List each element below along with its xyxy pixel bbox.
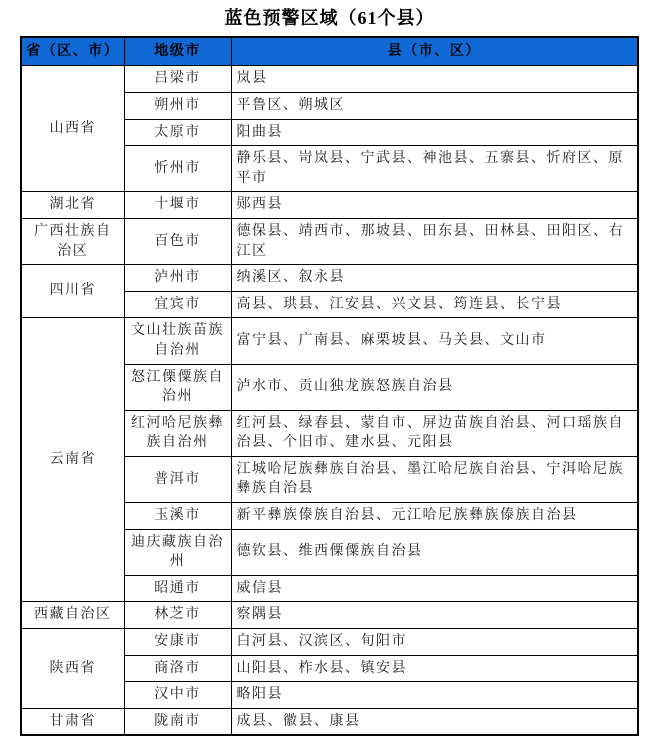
city-cell: 普洱市 xyxy=(124,456,231,502)
city-cell: 忻州市 xyxy=(124,146,231,192)
table-row xyxy=(21,318,638,364)
province-cell: 山西省 xyxy=(21,66,124,192)
header-province: 省（区、市） xyxy=(21,37,124,66)
province-cell: 云南省 xyxy=(21,318,124,602)
counties-cell: 高县、珙县、江安县、兴文县、筠连县、长宁县 xyxy=(231,291,638,318)
counties-cell: 红河县、绿春县、蒙自市、屏边苗族自治县、河口瑶族自治县、个旧市、建水县、元阳县 xyxy=(231,410,638,456)
counties-cell: 德保县、靖西市、那坡县、田东县、田林县、田阳区、右江区 xyxy=(231,218,638,264)
counties-cell: 静乐县、岢岚县、宁武县、神池县、五寨县、忻府区、原平市 xyxy=(231,146,638,192)
city-cell: 林芝市 xyxy=(124,602,231,629)
counties-cell: 江城哈尼族彝族自治县、墨江哈尼族自治县、宁洱哈尼族彝族自治县 xyxy=(231,456,638,502)
page-title: 蓝色预警区域（61个县） xyxy=(224,8,435,28)
city-cell: 陇南市 xyxy=(124,708,231,735)
city-cell: 泸州市 xyxy=(124,265,231,292)
province-cell: 广西壮族自治区 xyxy=(21,218,124,264)
city-cell: 红河哈尼族彝族自治州 xyxy=(124,410,231,456)
counties-cell: 纳溪区、叙永县 xyxy=(231,265,638,292)
city-cell: 商洛市 xyxy=(124,655,231,682)
table-row xyxy=(21,629,638,656)
counties-cell: 察隅县 xyxy=(231,602,638,629)
header-row xyxy=(21,37,638,66)
table-row xyxy=(21,602,638,629)
counties-cell: 白河县、汉滨区、旬阳市 xyxy=(231,629,638,656)
city-cell: 百色市 xyxy=(124,218,231,264)
city-cell: 怒江傈僳族自治州 xyxy=(124,364,231,410)
table-row xyxy=(21,708,638,735)
counties-cell: 威信县 xyxy=(231,575,638,602)
city-cell: 宜宾市 xyxy=(124,291,231,318)
counties-cell: 郧西县 xyxy=(231,192,638,219)
province-cell: 四川省 xyxy=(21,265,124,318)
counties-cell: 泸水市、贡山独龙族怒族自治县 xyxy=(231,364,638,410)
province-cell: 湖北省 xyxy=(21,192,124,219)
counties-cell: 新平彝族傣族自治县、元江哈尼族彝族傣族自治县 xyxy=(231,503,638,530)
province-cell: 陕西省 xyxy=(21,629,124,709)
header-city: 地级市 xyxy=(124,37,231,66)
table-row xyxy=(21,265,638,292)
counties-cell: 岚县 xyxy=(231,66,638,93)
table-body xyxy=(21,66,638,736)
counties-cell: 德钦县、维西傈僳族自治县 xyxy=(231,529,638,575)
counties-cell: 略阳县 xyxy=(231,682,638,709)
header-counties: 县（市、区） xyxy=(231,37,638,66)
table-row xyxy=(21,192,638,219)
blue-warning-table xyxy=(20,36,639,736)
city-cell: 安康市 xyxy=(124,629,231,656)
province-cell: 西藏自治区 xyxy=(21,602,124,629)
table-row xyxy=(21,66,638,93)
counties-cell: 富宁县、广南县、麻栗坡县、马关县、文山市 xyxy=(231,318,638,364)
counties-cell: 平鲁区、朔城区 xyxy=(231,92,638,119)
province-cell: 甘肃省 xyxy=(21,708,124,735)
city-cell: 昭通市 xyxy=(124,575,231,602)
city-cell: 文山壮族苗族自治州 xyxy=(124,318,231,364)
city-cell: 迪庆藏族自治州 xyxy=(124,529,231,575)
city-cell: 吕梁市 xyxy=(124,66,231,93)
counties-cell: 阳曲县 xyxy=(231,119,638,146)
city-cell: 玉溪市 xyxy=(124,503,231,530)
city-cell: 汉中市 xyxy=(124,682,231,709)
counties-cell: 成县、徽县、康县 xyxy=(231,708,638,735)
counties-cell: 山阳县、柞水县、镇安县 xyxy=(231,655,638,682)
table-header xyxy=(21,37,638,66)
city-cell: 太原市 xyxy=(124,119,231,146)
table-row xyxy=(21,218,638,264)
city-cell: 朔州市 xyxy=(124,92,231,119)
city-cell: 十堰市 xyxy=(124,192,231,219)
